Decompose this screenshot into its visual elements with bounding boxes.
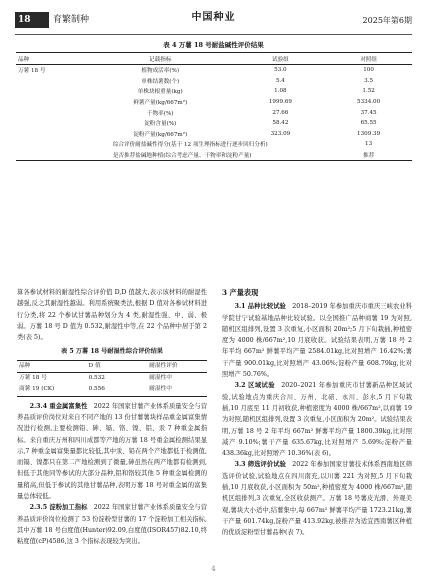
table-cell: 5334.00 (357, 99, 381, 106)
table4-header-row (16, 53, 412, 65)
table-cell: 13 (365, 141, 373, 148)
table-row (16, 97, 412, 108)
section-tab (15, 12, 89, 28)
table-cell: 65.55 (360, 120, 377, 127)
paragraph: 算各参试材料的耐湿性综合评价值 D,D 值越大,表示该材料的耐湿性越强,反之其耐湿性越弱。利用系统聚类法,根据 D 值对各参试材料进行分类,将 22 个参试甘薯品种划分为 4 类,耐湿性强、中、弱、极弱。万薯 18 号 D 值为 0.532,耐湿性中等,在 22 个品种中居于第 2 类(表 5)。 (17, 289, 207, 342)
table-cell: 淀粉产量(kg/667m²) (133, 131, 188, 138)
table-cell: 万薯 18 号 (19, 375, 47, 382)
table4-caption: 表 4 万薯 18 号耐盐碱性评价结果 (163, 41, 264, 49)
page-number: 4 (211, 565, 216, 573)
table4-header-index: 记载指标 (85, 53, 236, 65)
table-cell: 1.52 (362, 88, 375, 95)
table4-header-variety: 品种 (16, 53, 85, 65)
table-cell: 商薯 19 (CK) (17, 384, 87, 396)
section-body: 2020–2021 年参加重庆市甘薯新品种区域试验,试验地点为重庆合川、万州、北碚、永川、彭水,5 月下旬栽插,10 月底至 11 月初收获,种植密度为 4000 株/667m²,以商薯 19 为对照,随机区组排列,设置 3 次重复,小区面积为 20m²。试验结果表明,万薯 18 号 2 年平均 667m² 鲜薯平均产量 1800.39kg,比对照减产 9.10%;薯干产量 635.67kg,比对照增产 5.69%;淀粉产量 438.36kg,比对照增产 10.36%(表 6)。 (222, 382, 413, 458)
journal-logo: 中国种业 (191, 12, 236, 23)
table-row (16, 107, 412, 118)
section-3-1 (222, 301, 412, 380)
section-title: 2.3.5 淀粉加工指标 (29, 504, 88, 512)
table-cell (16, 139, 85, 150)
table-row (17, 384, 207, 396)
section-title: 3.1 品种比较试验 (234, 303, 286, 311)
table-row (16, 65, 412, 76)
table-cell: 单株结薯数(个) (141, 78, 180, 85)
table-cell: 323.09 (270, 130, 291, 137)
table-cell: 推荐 (325, 150, 412, 161)
table-row (16, 86, 412, 97)
section-title: 3.2 区域试验 (234, 382, 275, 390)
table4 (16, 52, 412, 161)
right-column (222, 287, 412, 539)
section-body: 2022 年国家甘薯产业体系质量安全与营养品质评价岗位检测了 53 份淀粉型甘薯的 17 个淀粉加工相关指标,其中万薯 18 号白度值(Hunter)92.09,白度值(ISOR457)82.10,终粘度值(cP)4586,这 3 个指标表现较为突出。 (17, 504, 207, 546)
table-cell (16, 86, 85, 97)
table5-header-d-value: D 值 (87, 360, 148, 372)
table-cell (16, 150, 85, 161)
table-cell: 植物成活率(%) (141, 68, 180, 75)
issue-label: 2025年第6期 (362, 16, 412, 25)
table-cell (16, 118, 85, 129)
table-row (16, 139, 412, 150)
table-cell: 27.66 (272, 109, 289, 116)
table5-header-variety: 品种 (17, 360, 87, 372)
table-cell: 0.532 (88, 375, 105, 382)
section-title: 2.3.4 重金属富集性 (29, 402, 88, 410)
page-header (15, 4, 412, 35)
table-cell: 1.08 (274, 88, 287, 95)
section-body: 2022 年国家甘薯产业体系质量安全与营养品质评价岗位对来自不同产地的 13 份甘薯薯块样品重金属富集情况进行检测,主要检测铅、砷、镉、铬、镍、铝、汞 7 种重金属指标。来自重庆万州和四川成都等产地的万薯 18 号重金属检测结果显示,7 种重金属富集量都比较低,其中汞、铅在两个产地都低于检测值,而镉、镍都只在第二产地检测到了微量,砷虽然在两产地都有检测到,但低于其他同等参试的大部分品种,铝和铬较其他 5 种重金属检测的量稍高,但低于参试的其他甘薯品种,表明万薯 18 号对重金属的富集量总体较低。 (17, 402, 207, 501)
table-row (16, 118, 412, 129)
table-cell: 3.5 (364, 77, 374, 84)
table-cell: 鲜薯产量(kg/667m²) (133, 100, 188, 107)
table-cell: 干物率(%) (146, 110, 174, 117)
table-cell: 万薯 18 号 (18, 68, 46, 75)
section-body: 2018–2019 年参加重庆市重庆三峡农业科学院甘宁试验基地品种比较试验。以全国推广品种商薯 19 为对照,随机区组排列,设置 3 次重复,小区面积 20m²;5 月下旬栽插,种植密度为 4000 株/667m²,10 月底收获。试验结果表明,万薯 18 号 2 年平均 667m² 鲜薯平均产量 2584.01kg,比对照增产 16.42%;薯干产量 900.01kg,比对照增产 43.06%;淀粉产量 608.79kg,比对照增产 50.76%。 (222, 303, 412, 379)
table-row (16, 150, 412, 161)
section-tab-block: 18 (15, 12, 49, 28)
table-cell (16, 129, 85, 140)
table-row (17, 373, 207, 385)
table5 (17, 360, 207, 397)
table-cell: 单株块根重量(kg) (137, 89, 183, 96)
table-cell: 耐湿性中 (149, 375, 172, 382)
section-3-2 (222, 380, 412, 459)
table-cell: 是否推荐盐碱地种植(综合考虑产量、干物率和淀粉产量) (85, 150, 325, 161)
table-cell: 37.45 (360, 109, 377, 116)
table-row (16, 76, 412, 87)
table4-header-test: 试验组 (236, 53, 326, 65)
table-cell: 综合评价耐盐碱性得分(基于 12 项生理指标进行逐步回归分析) (112, 142, 268, 149)
section-label: 育繁制种 (53, 15, 90, 25)
table-cell: 1309.39 (357, 130, 381, 137)
table5-header-evaluation: 耐湿性评价 (147, 360, 207, 372)
left-column (17, 287, 207, 548)
table-cell: 58.42 (272, 120, 289, 127)
table-cell: 100 (363, 67, 374, 74)
table-cell: 1999.69 (268, 99, 292, 106)
section-2-3-4 (17, 401, 207, 503)
table-cell (16, 107, 85, 118)
section-title: 3.3 筛选评价试验 (234, 461, 286, 469)
section-title-yield: 3 产量表现 (222, 288, 259, 297)
table5-header-row (17, 360, 207, 372)
table-cell: 淀粉含量(%) (144, 121, 177, 128)
table4-header-control: 对照组 (325, 53, 412, 65)
table-cell (16, 76, 85, 87)
table-row (16, 129, 412, 140)
table-cell (16, 97, 85, 108)
section-body: 2022 年参加国家甘薯技术体系西南地区筛选评价试验,试验地点在四川南充,以川薯 221 为对照,5 月下旬栽插,10 月底收获,小区面积为 50m²,种植密度为 4000 株/667m²,随机区组排列,3 次重复,全区收获测产。万薯 18 号薯皮光滑、外观美观,薯块大小适中,结薯集中,每 667m² 鲜薯平均产量 1723.21kg,薯干产量 601.74kg,淀粉产量 413.92kg,被推荐为适宜西南薯区种植的优质淀粉型甘薯品种(表 7)。 (222, 461, 412, 537)
table-cell: 0.556 (87, 384, 148, 396)
table5-caption: 表 5 万薯 18 号耐湿性综合评价结果 (61, 348, 163, 356)
section-2-3-5 (17, 502, 207, 547)
table-cell: 耐湿性中 (147, 384, 207, 396)
table-cell: 5.4 (275, 77, 285, 84)
section-3-3 (222, 459, 412, 538)
table-cell: 53.0 (274, 67, 287, 74)
